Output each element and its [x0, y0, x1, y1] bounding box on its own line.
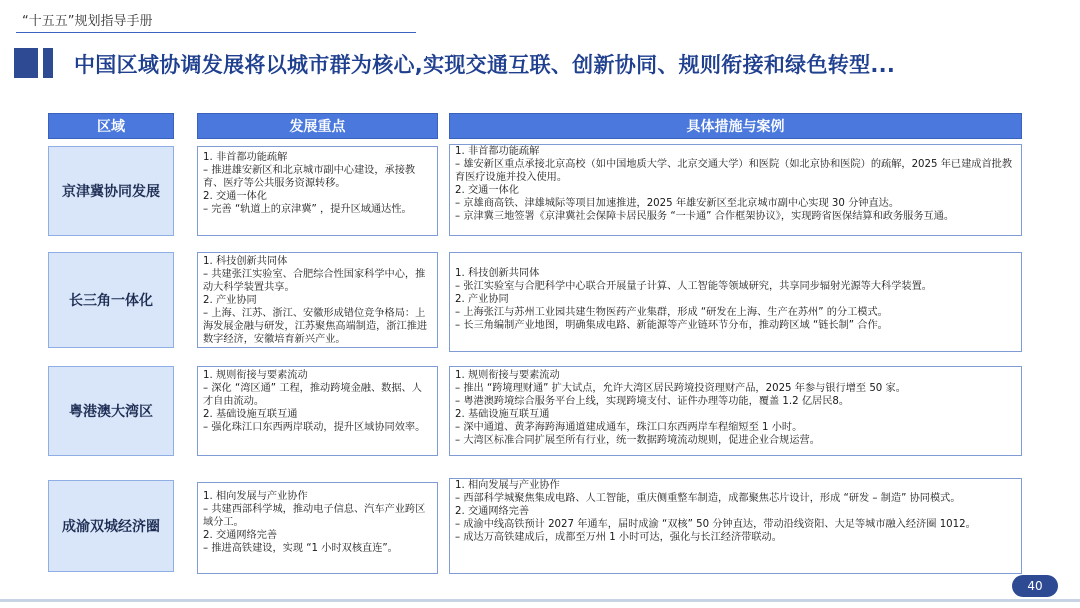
measure-line: – 上海张江与苏州工业园共建生物医药产业集群，形成 “研发在上海、生产在苏州” 的分工模式。 [455, 307, 888, 318]
title-marker-icon [14, 48, 58, 78]
focus-line: 1. 科技创新共同体 [203, 256, 288, 267]
focus-cell [197, 146, 438, 236]
measures-cell [449, 366, 1022, 456]
measure-line: – 京津冀三地签署《京津冀社会保障卡居民服务 “一卡通” 合作框架协议》，实现跨省医保结算和政务服务互通。 [455, 211, 955, 222]
focus-line: – 上海、江苏、浙江、安徽形成错位竞争格局：上海发展金融与研发，江苏聚焦高端制造，浙江推进数字经济，安徽培育新兴产业。 [203, 308, 428, 345]
measure-line: – 张江实验室与合肥科学中心联合开展量子计算、人工智能等领域研究，共享同步辐射光源等大科学装置。 [455, 281, 932, 292]
focus-line: 2. 交通网络完善 [203, 530, 278, 541]
measure-line: 2. 基础设施互联互通 [455, 409, 550, 420]
focus-line: 1. 规则衔接与要素流动 [203, 370, 308, 381]
measure-line: 2. 交通网络完善 [455, 506, 530, 517]
region-cell: 长三角一体化 [48, 252, 174, 348]
measure-line: 1. 科技创新共同体 [455, 268, 540, 279]
measure-line: – 深中通道、黄茅海跨海通道建成通车，珠江口东西两岸车程缩短至 1 小时。 [455, 422, 803, 433]
measure-line: 1. 相向发展与产业协作 [455, 480, 560, 491]
document-title: “十五五”规划指导手册 [22, 14, 153, 29]
focus-cell [197, 366, 438, 456]
measure-line: – 推出 “跨境理财通” 扩大试点，允许大湾区居民跨境投资理财产品，2025 年参与银行增至 50 家。 [455, 383, 906, 394]
header-divider [16, 32, 416, 33]
measure-line: – 大湾区标准合同扩展至所有行业，统一数据跨境流动规则，促进企业合规运营。 [455, 435, 820, 446]
focus-line: – 共建西部科学城，推动电子信息、汽车产业跨区域分工。 [203, 504, 426, 528]
focus-line: – 共建张江实验室、合肥综合性国家科学中心，推动大科学装置共享。 [203, 269, 426, 293]
measures-cell [449, 252, 1022, 352]
measure-line: – 成达万高铁建成后，成都至万州 1 小时可达，强化与长江经济带联动。 [455, 532, 782, 543]
focus-line: – 深化 “湾区通” 工程，推动跨境金融、数据、人才自由流动。 [203, 383, 422, 407]
column-header-focus: 发展重点 [197, 113, 438, 139]
measure-line: 1. 非首都功能疏解 [455, 146, 540, 157]
measure-line: – 粤港澳跨境综合服务平台上线，实现跨境支付、证件办理等功能，覆盖 1.2 亿居民8。 [455, 396, 850, 407]
measure-line: 2. 交通一体化 [455, 185, 519, 196]
measure-line: – 西部科学城聚焦集成电路、人工智能，重庆侧重整车制造，成都聚焦芯片设计，形成 “研发 – 制造” 协同模式。 [455, 493, 961, 504]
measure-line: – 雄安新区重点承接北京高校（如中国地质大学、北京交通大学）和医院（如北京协和医院）的疏解，2025 年已建成首批教育医疗设施并投入使用。 [455, 159, 1013, 183]
focus-line: – 完善 “轨道上的京津冀” ，提升区域通达性。 [203, 204, 412, 215]
region-cell: 京津冀协同发展 [48, 146, 174, 236]
page-title: 中国区域协调发展将以城市群为核心,实现交通互联、创新协同、规则衔接和绿色转型... [74, 53, 896, 77]
measure-line: 1. 规则衔接与要素流动 [455, 370, 560, 381]
column-header-region: 区域 [48, 113, 174, 139]
measure-line: 2. 产业协同 [455, 294, 509, 305]
footer-divider [0, 599, 1080, 602]
focus-line: – 强化珠江口东西两岸联动，提升区域协同效率。 [203, 422, 426, 433]
focus-cell [197, 482, 438, 574]
measure-line: – 长三角编制产业地图，明确集成电路、新能源等产业链环节分布，推动跨区域 “链长制” 合作。 [455, 320, 888, 331]
focus-line: – 推进高铁建设，实现 “1 小时双核直连”。 [203, 543, 398, 554]
measure-line: – 成渝中线高铁预计 2027 年通车，届时成渝 “双核” 50 分钟直达，带动沿线资阳、大足等城市融入经济圈 1012。 [455, 519, 976, 530]
region-cell: 成渝双城经济圈 [48, 480, 174, 572]
focus-line: – 推进雄安新区和北京城市副中心建设，承接教育、医疗等公共服务资源转移。 [203, 165, 416, 189]
page-number-badge: 40 [1012, 575, 1058, 597]
column-header-measures: 具体措施与案例 [449, 113, 1022, 139]
focus-line: 2. 产业协同 [203, 295, 257, 306]
focus-cell [197, 252, 438, 348]
measures-cell [449, 144, 1022, 236]
region-cell: 粤港澳大湾区 [48, 366, 174, 456]
measures-cell [449, 478, 1022, 574]
focus-line: 2. 交通一体化 [203, 191, 267, 202]
focus-line: 1. 非首都功能疏解 [203, 152, 288, 163]
focus-line: 1. 相向发展与产业协作 [203, 491, 308, 502]
focus-line: 2. 基础设施互联互通 [203, 409, 298, 420]
measure-line: – 京雄商高铁、津雄城际等项目加速推进，2025 年雄安新区至北京城市副中心实现 30 分钟直达。 [455, 198, 900, 209]
